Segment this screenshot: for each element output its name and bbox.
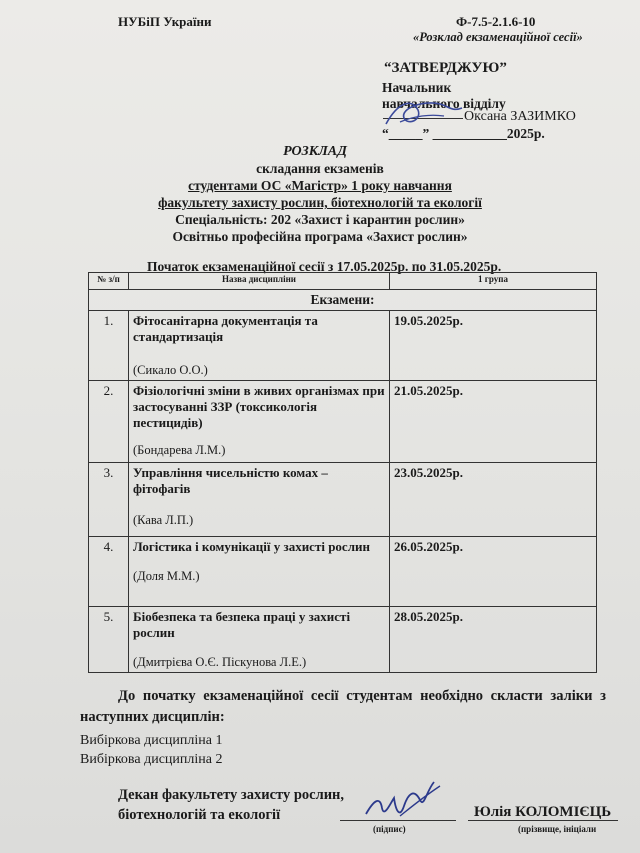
specialty: Спеціальність: 202 «Захист і карантин рослин» xyxy=(175,212,465,227)
row-discipline-cell xyxy=(129,381,390,463)
section-exams: Екзамени: xyxy=(89,290,597,311)
teacher-name: (Кава Л.П.) xyxy=(133,513,194,527)
note-line-1: До початку екзаменаційної сесії студентам необхідно скласти заліки з xyxy=(118,688,606,704)
header-group: 1 група xyxy=(390,273,597,290)
exam-date: 28.05.2025р. xyxy=(390,607,597,673)
title-line-3: факультету захисту рослин, біотехнологій та екології xyxy=(158,195,482,210)
approval-position-2: навчального відділу xyxy=(382,96,506,111)
org-name: НУБіП України xyxy=(118,14,212,29)
discipline-name: Біобезпека та безпека праці у захисті рослин xyxy=(133,609,351,640)
discipline-name: Управління чисельністю комах – фітофагів xyxy=(133,465,328,496)
approval-position-1: Начальник xyxy=(382,80,452,95)
teacher-name: (Бондарева Л.М.) xyxy=(133,443,226,457)
exam-schedule-table xyxy=(88,272,597,673)
approval-name: Оксана ЗАЗИМКО xyxy=(464,109,576,124)
form-name: «Розклад екзаменаційної сесії» xyxy=(413,30,583,44)
title-line-2: студентами ОС «Магістр» 1 року навчання xyxy=(188,178,452,193)
approval-date-line: “_____” ___________2025р. xyxy=(382,126,545,141)
row-discipline-cell xyxy=(129,463,390,537)
approval-title: “ЗАТВЕРДЖУЮ” xyxy=(384,60,507,76)
dean-name: Юлія КОЛОМІЄЦЬ xyxy=(474,804,612,820)
table-row xyxy=(89,463,597,537)
name-caption: (прізвище, ініціали xyxy=(518,824,597,834)
row-num: 4. xyxy=(89,537,129,607)
teacher-name: (Дмитрієва О.Є. Піскунова Л.Е.) xyxy=(133,655,307,669)
name-line xyxy=(468,820,618,821)
exam-date: 23.05.2025р. xyxy=(390,463,597,537)
row-num: 2. xyxy=(89,381,129,463)
row-discipline-cell xyxy=(129,311,390,381)
table-row xyxy=(89,537,597,607)
header-num: № з/п xyxy=(89,273,129,290)
table-row xyxy=(89,311,597,381)
form-code: Ф-7.5-2.1.6-10 xyxy=(456,14,536,29)
sign-caption: (підпис) xyxy=(373,824,406,834)
doc-title: РОЗКЛАД xyxy=(283,144,347,159)
table-row xyxy=(89,607,597,673)
row-num: 5. xyxy=(89,607,129,673)
row-num: 3. xyxy=(89,463,129,537)
exam-date: 19.05.2025р. xyxy=(390,311,597,381)
elective-1: Вибіркова дисципліна 1 xyxy=(80,733,223,748)
header-discipline: Назва дисципліни xyxy=(129,273,390,290)
exam-date: 21.05.2025р. xyxy=(390,381,597,463)
table-row xyxy=(89,381,597,463)
program: Освітньо професійна програма «Захист рослин» xyxy=(172,229,468,244)
row-num: 1. xyxy=(89,311,129,381)
note-line-2: наступних дисциплін: xyxy=(80,709,225,725)
row-discipline-cell xyxy=(129,537,390,607)
elective-2: Вибіркова дисципліна 2 xyxy=(80,752,223,767)
section-row xyxy=(89,290,597,311)
session-dates: Початок екзаменаційної сесії з 17.05.2025р. по 31.05.2025р. xyxy=(147,259,502,274)
exam-date: 26.05.2025р. xyxy=(390,537,597,607)
discipline-name: Фізіологічні зміни в живих організмах при застосуванні ЗЗР (токсикологія пестицидів) xyxy=(133,383,385,430)
discipline-name: Фітосанітарна документація та стандартизація xyxy=(133,313,318,344)
teacher-name: (Доля М.М.) xyxy=(133,569,200,583)
discipline-name: Логістика і комунікації у захисті рослин xyxy=(133,539,370,554)
dean-title-1: Декан факультету захисту рослин, xyxy=(118,787,345,803)
row-discipline-cell xyxy=(129,607,390,673)
table-header-row xyxy=(89,273,597,290)
teacher-name: (Сикало О.О.) xyxy=(133,363,208,377)
title-line-1: складання екзаменів xyxy=(256,161,384,176)
dean-title-2: біотехнологій та екології xyxy=(118,807,281,823)
